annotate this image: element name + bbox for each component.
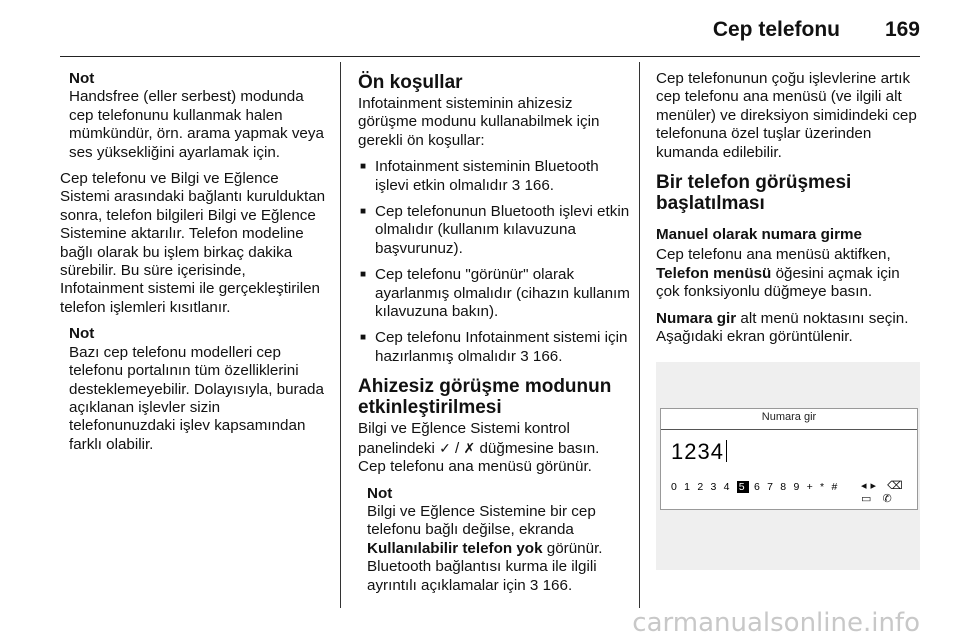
phone-mute-icon: ✗	[463, 439, 476, 456]
list-item: ■ Cep telefonunun Bluetooth işlevi etkin olmalıdır (kullanım kılavuzuna başvurunuz).	[358, 203, 630, 258]
subsection-heading: Manuel olarak numara girme	[656, 226, 862, 244]
column-1	[60, 70, 328, 462]
note-text: Bazı cep telefonu modelleri cep telefonu portalının tüm özelliklerini desteklemeyebilir. Dolayısıyla, burada açıklanan işlevler sizin telefonunuzdaki işlev kapsamından farklı olabilir.	[69, 343, 324, 453]
list-item: ■ Cep telefonu Infotainment sistemi için hazırlanmış olmalıdır 3 166.	[358, 329, 630, 366]
column-divider	[639, 62, 640, 608]
note-box	[60, 70, 328, 162]
column-2	[358, 70, 630, 603]
keypad-row: 0 1 2 3 4 5 6 7 8 9 + * #	[671, 481, 840, 493]
display-panel	[660, 408, 918, 510]
page-ref-arrow-icon: 3	[520, 347, 529, 365]
page-header	[60, 0, 920, 57]
page-number: 169	[884, 18, 920, 41]
text-cursor	[726, 440, 728, 462]
paragraph: Infotainment sisteminin ahizesiz görüşme modunu kullanabilmek için gerekli ön koşullar:	[358, 95, 600, 149]
note-title: Not	[367, 484, 393, 502]
page-ref-arrow-icon: 3	[511, 176, 521, 194]
paragraph: Cep telefonunun çoğu işlevlerine artık cep telefonu ana menüsü (ve ilgili alt menüler) ve direksiyon simidindeki cep telefonuna özel tuşlar üzerinden kumanda edilebilir.	[656, 70, 917, 161]
number-entry: 1234	[671, 439, 727, 465]
paragraph: Numara gir alt menü noktasını seçin. Aşağıdaki ekran görüntülenir.	[656, 309, 909, 346]
bold-term: Telefon menüsü	[656, 264, 772, 282]
display-title: Numara gir	[661, 411, 917, 430]
list-item: ■ Infotainment sisteminin Bluetooth işlevi etkin olmalıdır 3 166.	[358, 158, 630, 195]
paragraph: Cep telefonu ana menüsü aktifken, Telefon menüsü öğesini açmak için çok fonksiyonlu düğmeye basın.	[656, 246, 900, 301]
paragraph: Cep telefonu ve Bilgi ve Eğlence Sistemi arasındaki bağlantı kurulduktan sonra, telefon bilgileri Bilgi ve Eğlence Sistemine aktarılır. Telefon modeline bağlı olarak bu işlem birkaç dakika sürebilir. Bu süre içerisinde, Infotainment sistemi ile gerçekleştirilen telefon işlemleri kısıtlanır.	[60, 170, 326, 316]
bold-term: Numara gir	[656, 309, 737, 327]
list-item: ■ Cep telefonu "görünür" olarak ayarlanmış olmalıdır (cihazın kullanım kılavuzuna bakın).	[358, 266, 630, 321]
prerequisite-list	[358, 158, 630, 366]
header-title: Cep telefonu	[712, 18, 840, 41]
section-heading: Ahizesiz görüşme modunun etkinleştirilmesi	[358, 376, 612, 419]
infotainment-screen-figure	[656, 362, 920, 570]
column-3	[656, 70, 926, 354]
note-title: Not	[69, 70, 95, 87]
page-ref-arrow-icon: 3	[529, 576, 539, 594]
column-divider	[340, 62, 341, 608]
note-title: Not	[69, 325, 95, 343]
bold-term: Kullanılabilir telefon yok	[367, 539, 543, 557]
selected-key: 5	[738, 481, 747, 493]
section-heading: Ön koşullar	[358, 72, 463, 93]
note-text: Handsfree (eller serbest) modunda cep telefonunu kullanmak halen mümkündür, örn. arama yapmak veya ses yüksekliğini ayarlamak için.	[69, 88, 324, 161]
paragraph: Bilgi ve Eğlence Sistemi kontrol panelindeki ✓ / ✗ düğmesine basın. Cep telefonu ana menüsü görünür.	[358, 420, 600, 476]
phone-accept-icon: ✓	[439, 439, 451, 456]
note-box: Not Bilgi ve Eğlence Sistemine bir cep telefonu bağlı değilse, ekranda Kullanılabilir telefon yok görünür. Bluetooth bağlantısı kurma ile ilgili ayrıntılı açıklamalar için 3 166.	[358, 485, 630, 595]
note-box	[60, 325, 328, 454]
watermark: carmanualsonline.info	[632, 608, 920, 638]
keypad-function-icons: ◂▸ ⌫ ▭ ✆	[861, 480, 907, 505]
section-heading: Bir telefon görüşmesi başlatılması	[656, 172, 852, 215]
